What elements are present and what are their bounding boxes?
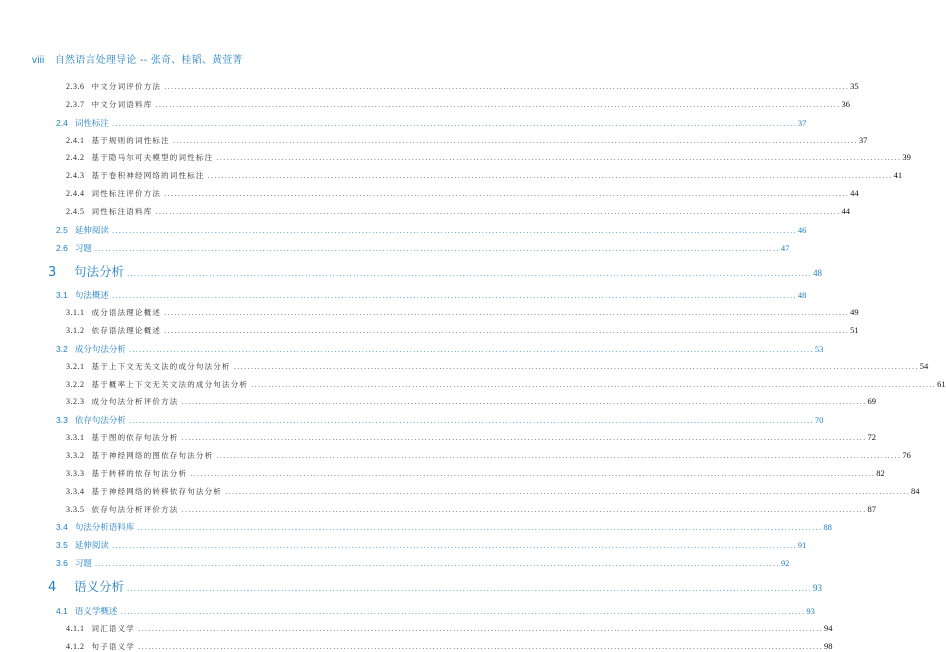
- toc-entry-number: 2.5: [56, 224, 68, 235]
- dot-leader: ........................................................................................................................................................................................................: [127, 584, 813, 593]
- toc-entry-number: 4.1.1: [66, 623, 85, 633]
- toc-entry-title: 句法概述: [74, 291, 109, 302]
- toc-entry-title: 基于隐马尔可夫模型的词性标注: [91, 153, 214, 163]
- toc-entry[interactable]: [56, 605, 815, 617]
- toc-entry-number: 3.2.2: [66, 379, 85, 389]
- toc-entry-number: 3.3.3: [66, 468, 85, 478]
- toc-entry[interactable]: [66, 485, 920, 497]
- toc-entry[interactable]: [66, 170, 903, 181]
- toc-entry-page: 51: [850, 325, 859, 336]
- toc-entry[interactable]: [66, 134, 868, 146]
- toc-entry-page: 49: [850, 307, 859, 318]
- toc-entry[interactable]: [66, 81, 859, 92]
- toc-entry-number: 2.4.1: [66, 135, 85, 145]
- toc-entry-number: 3.1.2: [66, 326, 85, 336]
- toc-entry-page: 37: [797, 117, 807, 128]
- dot-leader: ........................................................................................................................................................................................................: [181, 398, 867, 407]
- toc-entry-page: 47: [780, 242, 790, 253]
- toc-entry-title: 习题: [74, 243, 92, 254]
- toc-entry-title: 成分句法分析评价方法: [91, 397, 179, 407]
- toc-entry-page: 54: [919, 360, 929, 371]
- toc-entry-title: 句子语义学: [91, 641, 135, 651]
- toc-entry-page: 61: [937, 378, 946, 389]
- dot-leader: ........................................................................................................................................................................................................: [138, 642, 824, 651]
- dot-leader: ........................................................................................................................................................................................................: [137, 524, 823, 533]
- toc-entry-page: 93: [813, 582, 823, 593]
- toc-entry-number: 3.3.4: [66, 486, 85, 496]
- toc-entry-page: 44: [850, 188, 859, 199]
- toc-entry[interactable]: [56, 539, 807, 552]
- toc-entry-number: 3.5: [56, 540, 68, 551]
- toc-entry-number: 2.6: [56, 242, 68, 253]
- toc-entry-number: 4.1: [56, 605, 68, 616]
- toc-entry[interactable]: [66, 360, 929, 372]
- toc-entry-title: 中文分词评价方法: [91, 82, 162, 91]
- dot-leader: ........................................................................................................................................................................................................: [164, 327, 850, 336]
- toc-entry[interactable]: [66, 640, 833, 652]
- toc-entry-page: 72: [867, 432, 877, 443]
- toc-entry-title: 延伸阅读: [74, 225, 109, 236]
- toc-entry[interactable]: [66, 307, 859, 318]
- toc-entry-page: 87: [867, 503, 877, 514]
- toc-entry[interactable]: [56, 117, 807, 129]
- toc-entry-title: 中文分词语料库: [91, 99, 153, 109]
- toc-entry[interactable]: [66, 432, 877, 443]
- toc-entry-number: 3.2.3: [66, 397, 85, 407]
- dot-leader: ........................................................................................................................................................................................................: [164, 309, 850, 318]
- toc-entry-page: 91: [797, 540, 807, 551]
- toc-entry-title: 依存句法分析评价方法: [91, 504, 179, 514]
- toc-entry-title: 成分句法分析: [74, 344, 126, 355]
- toc-entry[interactable]: [66, 622, 833, 634]
- toc-entry-title: 词性标注评价方法: [91, 189, 162, 199]
- toc-entry-number: 2.4.2: [66, 153, 85, 163]
- toc-entry-title: 延伸阅读: [74, 541, 109, 552]
- dot-leader: ........................................................................................................................................................................................................: [120, 607, 806, 616]
- toc-entry-number: 2.4: [56, 117, 68, 128]
- toc-entry[interactable]: [56, 289, 807, 302]
- toc-entry-page: 48: [813, 267, 823, 278]
- toc-entry-page: 92: [780, 558, 790, 569]
- toc-entry-title: 成分语法理论概述: [91, 308, 162, 318]
- dot-leader: ........................................................................................................................................................................................................: [190, 469, 876, 478]
- toc-entry[interactable]: [66, 152, 911, 163]
- book-title: 自然语言处理导论 -- 张奇、桂韬、黄萱菁: [54, 55, 243, 66]
- toc-entry-title: 基于概率上下文无关文法的成分句法分析: [91, 379, 249, 389]
- toc-entry-page: 93: [806, 605, 815, 616]
- toc-entry[interactable]: [66, 205, 850, 217]
- toc-entry[interactable]: [66, 378, 946, 390]
- dot-leader: ........................................................................................................................................................................................................: [128, 345, 814, 354]
- toc-entry-number: 2.3.7: [66, 99, 85, 109]
- toc-entry-number: 2.3.6: [66, 82, 85, 91]
- toc-entry-page: 69: [867, 396, 877, 407]
- toc-entry[interactable]: [66, 98, 850, 110]
- toc-entry[interactable]: [56, 224, 807, 236]
- dot-leader: ........................................................................................................................................................................................................: [94, 560, 780, 569]
- toc-entry-page: 70: [814, 415, 824, 426]
- toc-entry-number: 3.3.2: [66, 451, 85, 460]
- dot-leader: ........................................................................................................................................................................................................: [111, 119, 797, 128]
- dot-leader: ........................................................................................................................................................................................................: [181, 505, 867, 514]
- toc-entry-title: 基于图的依存句法分析: [91, 433, 179, 443]
- toc-entry-title: 词性标注语料库: [91, 206, 153, 216]
- dot-leader: ........................................................................................................................................................................................................: [181, 434, 867, 443]
- toc-entry[interactable]: [66, 450, 911, 461]
- toc-entry-page: 98: [824, 640, 833, 651]
- toc-entry-title: 基于卷积神经网络的词性标注: [91, 171, 205, 181]
- toc-entry-page: 82: [876, 467, 885, 478]
- toc-entry-number: 4.1.2: [66, 641, 85, 651]
- toc-entry-title: 词性标注: [74, 118, 109, 129]
- toc-entry-number: 3.6: [56, 558, 68, 569]
- dot-leader: ........................................................................................................................................................................................................: [172, 136, 858, 145]
- toc-entry[interactable]: [66, 467, 885, 479]
- toc-entry-page: 53: [814, 343, 824, 354]
- dot-leader: ........................................................................................................................................................................................................: [225, 487, 911, 496]
- toc-entry-page: 37: [858, 134, 868, 145]
- toc-entry[interactable]: [56, 242, 790, 254]
- toc-entry-number: 3.3.1: [66, 433, 85, 443]
- toc-entry-title: 句法分析语料库: [74, 523, 135, 534]
- toc-entry-page: 76: [902, 450, 911, 460]
- toc-entry-page: 94: [824, 622, 833, 633]
- toc-entry-number: 3.1: [56, 290, 68, 301]
- toc-entry-title: 语义分析: [74, 578, 125, 594]
- dot-leader: ........................................................................................................................................................................................................: [111, 542, 797, 551]
- toc-entry[interactable]: [56, 521, 832, 534]
- toc-entry-number: 3.2: [56, 343, 68, 354]
- toc-entry-page: 84: [911, 485, 920, 496]
- toc-entry-number: 3.4: [56, 522, 68, 533]
- toc-entry-title: 句法分析: [74, 263, 125, 279]
- toc-entry-number: 3: [48, 264, 57, 280]
- toc-entry-number: 2.4.5: [66, 206, 85, 216]
- dot-leader: ........................................................................................................................................................................................................: [138, 624, 824, 633]
- toc-entry-number: 2.4.3: [66, 171, 85, 181]
- toc-entry-page: 44: [841, 205, 850, 216]
- dot-leader: ........................................................................................................................................................................................................: [94, 244, 780, 253]
- dot-leader: ........................................................................................................................................................................................................: [216, 154, 902, 163]
- toc-entry[interactable]: [66, 188, 859, 199]
- dot-leader: ........................................................................................................................................................................................................: [155, 100, 841, 109]
- toc-entry-page: 46: [797, 224, 807, 235]
- toc-entry-number: 3.3: [56, 415, 68, 426]
- toc-entry-number: 4: [48, 579, 57, 595]
- toc-entry[interactable]: [66, 503, 877, 515]
- toc-entry-page: 48: [797, 290, 807, 301]
- toc-entry[interactable]: [66, 325, 859, 336]
- page-numeral: viii: [32, 55, 45, 66]
- dot-leader: ........................................................................................................................................................................................................: [164, 190, 850, 199]
- toc-entry-title: 语义学概述: [74, 606, 118, 617]
- toc-entry[interactable]: [56, 557, 790, 570]
- dot-leader: ........................................................................................................................................................................................................: [127, 269, 813, 278]
- toc-entry-page: 39: [902, 152, 911, 163]
- dot-leader: ........................................................................................................................................................................................................: [128, 417, 814, 426]
- toc-entry-title: 依存语法理论概述: [91, 326, 162, 336]
- toc-entry-number: 3.3.5: [66, 504, 85, 514]
- dot-leader: ........................................................................................................................................................................................................: [155, 207, 841, 216]
- dot-leader: ........................................................................................................................................................................................................: [207, 172, 893, 181]
- dot-leader: ........................................................................................................................................................................................................: [233, 362, 919, 371]
- toc-entry-page: 35: [850, 81, 859, 91]
- toc-entry-number: 3.1.1: [66, 308, 85, 318]
- toc-entry-page: 41: [893, 170, 903, 181]
- toc-entry-title: 基于神经网络的图依存句法分析: [91, 451, 214, 460]
- toc-entry-number: 3.2.1: [66, 361, 85, 371]
- dot-leader: ........................................................................................................................................................................................................: [111, 292, 797, 301]
- dot-leader: ........................................................................................................................................................................................................: [111, 226, 797, 235]
- toc-entry-title: 基于转移的依存句法分析: [91, 468, 188, 478]
- toc-entry-title: 习题: [74, 559, 92, 570]
- toc-entry-title: 基于上下文无关文法的成分句法分析: [91, 361, 231, 371]
- toc-entry-title: 基于神经网络的转移依存句法分析: [91, 486, 222, 496]
- dot-leader: ........................................................................................................................................................................................................: [164, 83, 850, 91]
- toc-entry[interactable]: [48, 577, 823, 595]
- toc-entry[interactable]: [56, 414, 824, 427]
- toc-entry-page: 88: [823, 522, 832, 533]
- toc-entry-number: 2.4.4: [66, 189, 85, 199]
- toc-entry[interactable]: [48, 262, 823, 280]
- toc-entry-page: 36: [841, 98, 850, 109]
- dot-leader: ........................................................................................................................................................................................................: [251, 380, 937, 389]
- toc-entry[interactable]: [66, 396, 877, 407]
- toc-entry[interactable]: [56, 343, 824, 355]
- toc-entry-title: 依存句法分析: [74, 416, 126, 427]
- dot-leader: ........................................................................................................................................................................................................: [216, 452, 902, 460]
- toc-entry-title: 基于规则的词性标注: [91, 135, 170, 145]
- toc-entry-title: 词汇语义学: [91, 623, 135, 633]
